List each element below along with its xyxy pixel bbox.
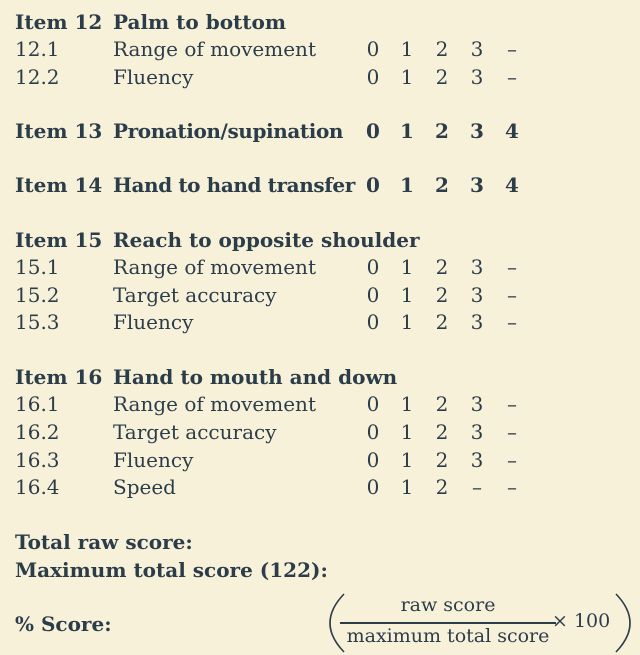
score-option: 1 bbox=[400, 173, 414, 197]
score-option: – bbox=[507, 65, 517, 89]
score-option: – bbox=[507, 448, 517, 472]
item-header-row bbox=[0, 363, 640, 391]
score-option: 2 bbox=[435, 283, 449, 307]
score-option: 0 bbox=[366, 65, 380, 89]
formula-denominator: maximum total score bbox=[346, 625, 550, 647]
score-option: 3 bbox=[470, 310, 484, 334]
item-title: Pronation/supination bbox=[113, 119, 344, 143]
score-option: 1 bbox=[400, 37, 414, 61]
score-option: 1 bbox=[400, 475, 414, 499]
total-raw-score-label: Total raw score: bbox=[15, 530, 193, 554]
sub-item-row bbox=[0, 308, 640, 336]
score-option: – bbox=[507, 37, 517, 61]
score-option: 3 bbox=[470, 392, 484, 416]
score-option: 2 bbox=[435, 65, 449, 89]
item-title: Hand to mouth and down bbox=[113, 365, 398, 389]
sub-item-label: Fluency bbox=[113, 65, 194, 89]
sub-item-number: 12.1 bbox=[15, 37, 60, 61]
score-option: 2 bbox=[435, 173, 449, 197]
score-option: 0 bbox=[366, 119, 380, 143]
score-option: 2 bbox=[435, 392, 449, 416]
score-option: 3 bbox=[470, 37, 484, 61]
score-option: 3 bbox=[470, 173, 484, 197]
score-option: 0 bbox=[366, 420, 380, 444]
score-option: 2 bbox=[435, 475, 449, 499]
item-header-row bbox=[0, 8, 640, 36]
sub-item-label: Target accuracy bbox=[113, 283, 277, 307]
sub-item-row bbox=[0, 253, 640, 281]
maximum-total-score-row bbox=[0, 556, 640, 584]
sub-item-row bbox=[0, 35, 640, 63]
score-option: 0 bbox=[366, 392, 380, 416]
score-option: 0 bbox=[366, 475, 380, 499]
score-option: 2 bbox=[435, 255, 449, 279]
item-title: Reach to opposite shoulder bbox=[113, 228, 420, 252]
score-option: 3 bbox=[470, 119, 484, 143]
sub-item-row bbox=[0, 473, 640, 501]
score-option: – bbox=[507, 283, 517, 307]
sub-item-row bbox=[0, 63, 640, 91]
score-option: 3 bbox=[470, 420, 484, 444]
score-option: 1 bbox=[400, 283, 414, 307]
sub-item-number: 16.1 bbox=[15, 392, 60, 416]
item-title: Hand to hand transfer bbox=[113, 173, 355, 197]
score-option: 0 bbox=[366, 173, 380, 197]
score-option: 0 bbox=[366, 283, 380, 307]
score-option: 1 bbox=[400, 310, 414, 334]
sub-item-label: Range of movement bbox=[113, 255, 316, 279]
score-option: 2 bbox=[435, 119, 449, 143]
score-option: – bbox=[507, 310, 517, 334]
score-option: 0 bbox=[366, 255, 380, 279]
item-header-row bbox=[0, 117, 640, 145]
score-option: 1 bbox=[400, 448, 414, 472]
sub-item-number: 16.4 bbox=[15, 475, 60, 499]
sub-item-number: 15.3 bbox=[15, 310, 60, 334]
score-option: 3 bbox=[470, 255, 484, 279]
score-option: 3 bbox=[470, 448, 484, 472]
sub-item-label: Range of movement bbox=[113, 392, 316, 416]
item-title: Palm to bottom bbox=[113, 10, 287, 34]
total-raw-score-row bbox=[0, 528, 640, 556]
fraction-bar bbox=[340, 622, 556, 624]
score-option: 1 bbox=[400, 65, 414, 89]
score-option: – bbox=[507, 420, 517, 444]
item-label: Item 13 bbox=[15, 119, 103, 143]
percent-formula bbox=[320, 592, 635, 654]
maximum-total-score-label: Maximum total score (122): bbox=[15, 558, 328, 582]
item-label: Item 16 bbox=[15, 365, 103, 389]
sub-item-label: Fluency bbox=[113, 448, 194, 472]
score-option: 2 bbox=[435, 37, 449, 61]
score-option: – bbox=[472, 475, 482, 499]
sub-item-number: 15.1 bbox=[15, 255, 60, 279]
sub-item-row bbox=[0, 281, 640, 309]
sub-item-row bbox=[0, 446, 640, 474]
score-option: – bbox=[507, 392, 517, 416]
formula-numerator: raw score bbox=[400, 594, 496, 616]
sub-item-row bbox=[0, 390, 640, 418]
score-option: 1 bbox=[400, 255, 414, 279]
item-label: Item 15 bbox=[15, 228, 103, 252]
sub-item-label: Speed bbox=[113, 475, 176, 499]
score-option: 0 bbox=[366, 37, 380, 61]
score-option: 4 bbox=[505, 173, 519, 197]
score-option: 1 bbox=[400, 420, 414, 444]
score-option: 0 bbox=[366, 448, 380, 472]
sub-item-row bbox=[0, 418, 640, 446]
sub-item-number: 12.2 bbox=[15, 65, 60, 89]
sub-item-number: 16.2 bbox=[15, 420, 60, 444]
item-header-row bbox=[0, 171, 640, 199]
score-option: 0 bbox=[366, 310, 380, 334]
score-option: 1 bbox=[400, 392, 414, 416]
sub-item-number: 15.2 bbox=[15, 283, 60, 307]
item-label: Item 14 bbox=[15, 173, 103, 197]
sub-item-label: Range of movement bbox=[113, 37, 316, 61]
score-option: – bbox=[507, 475, 517, 499]
sub-item-number: 16.3 bbox=[15, 448, 60, 472]
sub-item-label: Fluency bbox=[113, 310, 194, 334]
score-option: 2 bbox=[435, 310, 449, 334]
score-option: 2 bbox=[435, 420, 449, 444]
percent-score-label: % Score: bbox=[15, 612, 112, 636]
score-option: 3 bbox=[470, 65, 484, 89]
sub-item-label: Target accuracy bbox=[113, 420, 277, 444]
score-option: 2 bbox=[435, 448, 449, 472]
item-label: Item 12 bbox=[15, 10, 103, 34]
item-header-row bbox=[0, 226, 640, 254]
score-option: 3 bbox=[470, 283, 484, 307]
score-option: – bbox=[507, 255, 517, 279]
score-option: 4 bbox=[505, 119, 519, 143]
formula-multiplier: × 100 bbox=[552, 610, 611, 632]
score-option: 1 bbox=[400, 119, 414, 143]
